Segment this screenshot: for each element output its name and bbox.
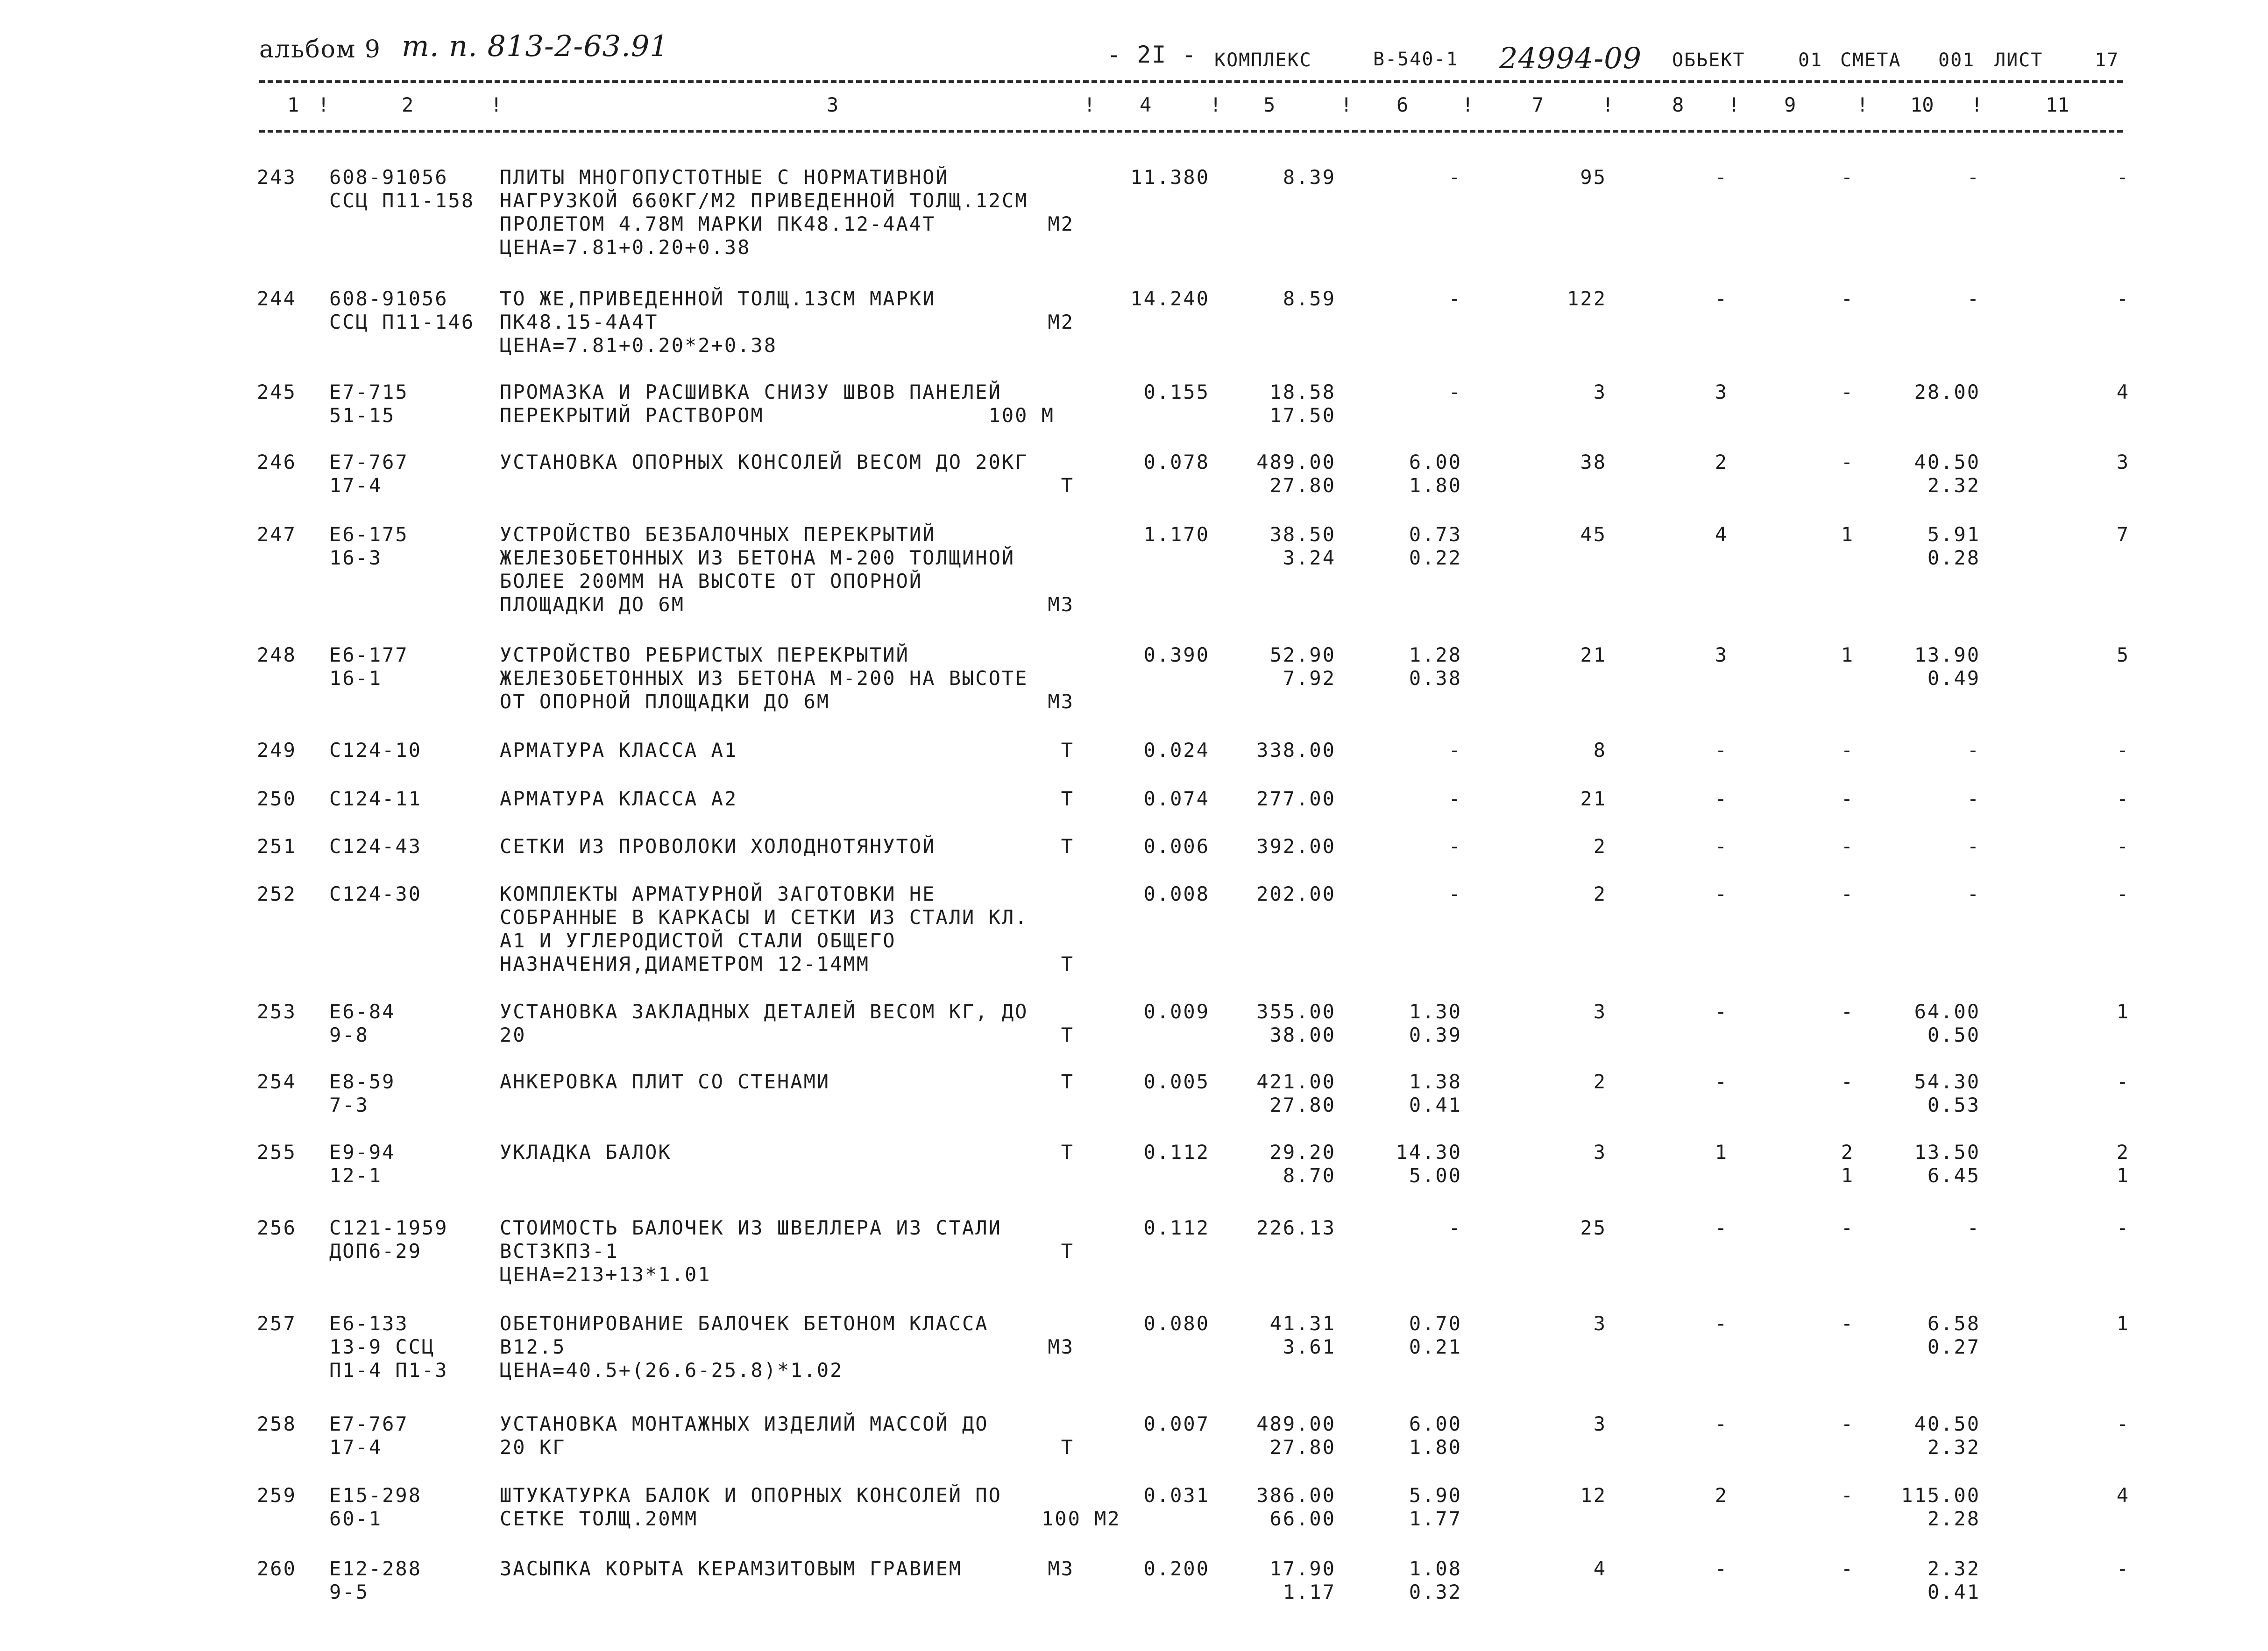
row-number: 258	[257, 1412, 297, 1435]
row-machine-cost: 6.00 1.80	[1409, 451, 1462, 497]
row-unit-cost: 392.00	[1256, 835, 1336, 858]
album-label: альбом 9	[259, 35, 382, 64]
row-col11: -	[2116, 166, 2130, 189]
row-quantity: 0.112	[1143, 1141, 1210, 1164]
row-unit-cost: 29.20 8.70	[1269, 1141, 1336, 1187]
col-separator: !	[1857, 93, 1869, 116]
row-number: 260	[257, 1557, 297, 1580]
row-machine-cost: 5.90 1.77	[1409, 1484, 1462, 1530]
row-unit-cost: 8.59	[1283, 287, 1336, 310]
row-code: Е7-715 51-15	[329, 381, 409, 427]
row-col8: -	[1715, 287, 1728, 310]
row-col10: 64.00 0.50	[1914, 1000, 1980, 1046]
colnum-2: 2	[402, 93, 414, 116]
row-unit-cost: 489.00 27.80	[1256, 451, 1336, 497]
row-col10: -	[1967, 835, 1980, 858]
row-number: 243	[257, 166, 297, 189]
row-quantity: 0.031	[1143, 1484, 1210, 1507]
row-unit-cost: 17.90 1.17	[1269, 1557, 1336, 1603]
row-machine-cost: -	[1448, 1216, 1462, 1239]
row-code: Е12-288 9-5	[329, 1557, 422, 1603]
row-total-cost: 3	[1593, 1312, 1607, 1335]
row-machine-cost: 14.30 5.00	[1396, 1141, 1462, 1187]
row-machine-cost: 1.08 0.32	[1409, 1557, 1462, 1603]
row-unit-cost: 421.00 27.80	[1256, 1070, 1336, 1116]
colnum-3: 3	[827, 93, 839, 116]
row-machine-cost: -	[1448, 739, 1462, 762]
row-col9: 1	[1841, 643, 1854, 666]
row-total-cost: 3	[1593, 1412, 1607, 1435]
row-col8: -	[1715, 835, 1728, 858]
row-unit: Т	[1061, 835, 1074, 858]
colnum-7: 7	[1532, 93, 1544, 116]
colnum-10: 10	[1910, 93, 1934, 116]
row-col8: -	[1715, 1070, 1728, 1093]
row-code: Е6-133 13-9 ССЦ П1-4 П1-3	[329, 1312, 448, 1382]
row-quantity: 0.074	[1143, 787, 1210, 810]
row-col11: 3	[2116, 451, 2130, 473]
row-unit-cost: 355.00 38.00	[1256, 1000, 1336, 1046]
row-col8: 3	[1715, 381, 1728, 403]
row-quantity: 0.009	[1143, 1000, 1210, 1023]
row-col11: -	[2116, 739, 2130, 762]
row-col11: -	[2116, 787, 2130, 810]
row-description: УКЛАДКА БАЛОК	[500, 1141, 672, 1164]
row-unit-cost: 386.00 66.00	[1256, 1484, 1336, 1530]
row-col9: -	[1841, 1216, 1854, 1239]
row-col11: -	[2116, 1216, 2130, 1239]
row-quantity: 11.380	[1130, 166, 1210, 189]
row-machine-cost: 1.38 0.41	[1409, 1070, 1462, 1116]
row-col9: -	[1841, 882, 1854, 905]
complex-label: КОМПЛЕКС	[1214, 49, 1312, 71]
col-separator: !	[490, 93, 503, 116]
row-col11: -	[2116, 287, 2130, 310]
row-unit: М3	[1048, 593, 1074, 616]
row-col10: 54.30 0.53	[1914, 1070, 1980, 1116]
object-label: ОБЬЕКТ	[1672, 49, 1745, 71]
row-description: УСТРОЙСТВО БЕЗБАЛОЧНЫХ ПЕРЕКРЫТИЙ ЖЕЛЕЗОБЕТОННЫХ ИЗ БЕТОНА М-200 ТОЛЩИНОЙ БОЛЕЕ 200ММ НА ВЫСОТЕ ОТ ОПОРНОЙ ПЛОЩАДКИ ДО 6М	[500, 523, 1015, 616]
row-col9: 2 1	[1841, 1141, 1854, 1187]
row-col10: -	[1967, 1216, 1980, 1239]
row-number: 251	[257, 835, 297, 858]
row-col9: -	[1841, 835, 1854, 858]
row-unit: Т	[1061, 739, 1074, 762]
row-description: ОБЕТОНИРОВАНИЕ БАЛОЧЕК БЕТОНОМ КЛАССА В12.5 ЦЕНА=40.5+(26.6-25.8)*1.02	[500, 1312, 989, 1382]
row-quantity: 0.008	[1143, 882, 1210, 905]
row-unit-cost: 18.58 17.50	[1269, 381, 1336, 427]
row-total-cost: 21	[1580, 787, 1607, 810]
row-unit-cost: 202.00	[1256, 882, 1336, 905]
row-total-cost: 2	[1593, 882, 1607, 905]
row-description: УСТАНОВКА ЗАКЛАДНЫХ ДЕТАЛЕЙ ВЕСОМ КГ, ДО 20	[500, 1000, 1028, 1046]
col-separator: !	[318, 93, 330, 116]
row-total-cost: 2	[1593, 1070, 1607, 1093]
row-total-cost: 4	[1593, 1557, 1607, 1580]
row-total-cost: 12	[1580, 1484, 1607, 1507]
row-col9: -	[1841, 451, 1854, 473]
row-code: С124-30	[329, 882, 422, 905]
row-description: ПРОМАЗКА И РАСШИВКА СНИЗУ ШВОВ ПАНЕЛЕЙ ПЕРЕКРЫТИЙ РАСТВОРОМ 100 М	[500, 381, 1055, 427]
row-number: 249	[257, 739, 297, 762]
complex-value: В-540-1	[1373, 49, 1459, 70]
row-col10: -	[1967, 739, 1980, 762]
row-code: С124-10	[329, 739, 422, 762]
row-description: СЕТКИ ИЗ ПРОВОЛОКИ ХОЛОДНОТЯНУТОЙ	[500, 835, 936, 858]
row-description: УСТАНОВКА МОНТАЖНЫХ ИЗДЕЛИЙ МАССОЙ ДО 20 КГ	[500, 1412, 989, 1459]
row-unit-cost: 489.00 27.80	[1256, 1412, 1336, 1459]
row-quantity: 0.006	[1143, 835, 1210, 858]
row-col8: -	[1715, 787, 1728, 810]
row-number: 247	[257, 523, 297, 546]
row-unit: 100 М2	[1042, 1507, 1121, 1530]
col-separator: !	[1084, 93, 1096, 116]
row-quantity: 0.112	[1143, 1216, 1210, 1239]
row-code: Е15-298 60-1	[329, 1484, 422, 1530]
row-col11: -	[2116, 1412, 2130, 1435]
row-col9: -	[1841, 381, 1854, 403]
row-col8: -	[1715, 1412, 1728, 1435]
smeta-value: 001	[1938, 49, 1975, 71]
row-col10: 28.00	[1914, 381, 1980, 403]
row-machine-cost: -	[1448, 381, 1462, 403]
row-unit: М3	[1048, 1557, 1074, 1580]
row-unit: Т	[1061, 1141, 1074, 1164]
row-quantity: 0.390	[1143, 643, 1210, 666]
row-total-cost: 8	[1593, 739, 1607, 762]
row-col11: 2 1	[2116, 1141, 2130, 1187]
row-col10: 40.50 2.32	[1914, 451, 1980, 497]
row-unit: Т	[1061, 1436, 1074, 1459]
row-col8: -	[1715, 166, 1728, 189]
row-unit-cost: 338.00	[1256, 739, 1336, 762]
row-unit: Т	[1061, 474, 1074, 497]
row-machine-cost: -	[1448, 835, 1462, 858]
row-code: Е7-767 17-4	[329, 451, 409, 497]
row-total-cost: 3	[1593, 381, 1607, 403]
colnum-9: 9	[1784, 93, 1796, 116]
row-unit-cost: 38.50 3.24	[1269, 523, 1336, 569]
row-col9: -	[1841, 739, 1854, 762]
row-number: 250	[257, 787, 297, 810]
row-number: 257	[257, 1312, 297, 1335]
row-code: С121-1959 ДОП6-29	[329, 1216, 448, 1263]
row-code: Е9-94 12-1	[329, 1141, 396, 1187]
row-col8: -	[1715, 1312, 1728, 1335]
row-col8: -	[1715, 882, 1728, 905]
row-number: 244	[257, 287, 297, 310]
row-code: Е6-84 9-8	[329, 1000, 396, 1046]
row-col10: -	[1967, 882, 1980, 905]
sheet-label: ЛИСТ	[1994, 49, 2043, 71]
row-total-cost: 3	[1593, 1141, 1607, 1164]
row-total-cost: 38	[1580, 451, 1607, 473]
row-unit: М3	[1048, 1335, 1074, 1358]
row-number: 255	[257, 1141, 297, 1164]
row-code: 608-91056 ССЦ П11-146	[329, 287, 475, 333]
row-number: 252	[257, 882, 297, 905]
row-description: УСТРОЙСТВО РЕБРИСТЫХ ПЕРЕКРЫТИЙ ЖЕЛЕЗОБЕТОННЫХ ИЗ БЕТОНА М-200 НА ВЫСОТЕ ОТ ОПОРНОЙ ПЛОЩАДКИ ДО 6М	[500, 643, 1028, 713]
row-total-cost: 25	[1580, 1216, 1607, 1239]
row-quantity: 0.080	[1143, 1312, 1210, 1335]
row-total-cost: 3	[1593, 1000, 1607, 1023]
row-number: 254	[257, 1070, 297, 1093]
row-unit: Т	[1061, 952, 1074, 975]
object-value: 01	[1798, 49, 1823, 71]
row-number: 246	[257, 451, 297, 473]
row-col9: -	[1841, 787, 1854, 810]
row-col8: -	[1715, 1557, 1728, 1580]
row-total-cost: 2	[1593, 835, 1607, 858]
row-col10: 40.50 2.32	[1914, 1412, 1980, 1459]
row-description: ШТУКАТУРКА БАЛОК И ОПОРНЫХ КОНСОЛЕЙ ПО СЕТКЕ ТОЛЩ.20ММ	[500, 1484, 1002, 1530]
row-machine-cost: -	[1448, 166, 1462, 189]
row-col9: -	[1841, 1557, 1854, 1580]
row-col11: 7	[2116, 523, 2130, 546]
row-quantity: 0.024	[1143, 739, 1210, 762]
colnum-4: 4	[1140, 93, 1152, 116]
colnum-8: 8	[1672, 93, 1684, 116]
row-quantity: 0.155	[1143, 381, 1210, 403]
row-quantity: 0.005	[1143, 1070, 1210, 1093]
row-col8: -	[1715, 1000, 1728, 1023]
row-total-cost: 45	[1580, 523, 1607, 546]
colnum-1: 1	[287, 93, 299, 116]
row-col9: -	[1841, 1412, 1854, 1435]
row-col10: -	[1967, 166, 1980, 189]
row-unit: Т	[1061, 1023, 1074, 1046]
row-machine-cost: 1.30 0.39	[1409, 1000, 1462, 1046]
row-code: Е6-175 16-3	[329, 523, 409, 569]
row-unit: Т	[1061, 1240, 1074, 1263]
col-separator: !	[1210, 93, 1222, 116]
row-code: 608-91056 ССЦ П11-158	[329, 166, 475, 212]
colnum-5: 5	[1263, 93, 1276, 116]
row-col8: 3	[1715, 643, 1728, 666]
row-col11: 5	[2116, 643, 2130, 666]
row-number: 259	[257, 1484, 297, 1507]
row-quantity: 0.078	[1143, 451, 1210, 473]
row-total-cost: 95	[1580, 166, 1607, 189]
row-machine-cost: 0.70 0.21	[1409, 1312, 1462, 1358]
row-unit-cost: 277.00	[1256, 787, 1336, 810]
handwritten-number: 24994-09	[1499, 41, 1642, 75]
row-unit-cost: 226.13	[1256, 1216, 1336, 1239]
row-col11: -	[2116, 1557, 2130, 1580]
row-description: АНКЕРОВКА ПЛИТ СО СТЕНАМИ	[500, 1070, 830, 1093]
row-col11: 4	[2116, 381, 2130, 403]
row-col10: 13.50 6.45	[1914, 1141, 1980, 1187]
row-machine-cost: 1.28 0.38	[1409, 643, 1462, 690]
row-col9: -	[1841, 1070, 1854, 1093]
row-code: С124-43	[329, 835, 422, 858]
row-quantity: 14.240	[1130, 287, 1210, 310]
row-col10: 6.58 0.27	[1927, 1312, 1980, 1358]
col-separator: !	[1728, 93, 1740, 116]
row-unit-cost: 52.90 7.92	[1269, 643, 1336, 690]
row-col9: -	[1841, 1000, 1854, 1023]
row-col11: 1	[2116, 1312, 2130, 1335]
row-code: Е7-767 17-4	[329, 1412, 409, 1459]
row-description: ЗАСЫПКА КОРЫТА КЕРАМЗИТОВЫМ ГРАВИЕМ	[500, 1557, 963, 1580]
row-col8: 2	[1715, 1484, 1728, 1507]
row-description: КОМПЛЕКТЫ АРМАТУРНОЙ ЗАГОТОВКИ НЕ СОБРАННЫЕ В КАРКАСЫ И СЕТКИ ИЗ СТАЛИ КЛ. А1 И УГЛЕРОДИСТОЙ СТАЛИ ОБЩЕГО НАЗНАЧЕНИЯ,ДИАМЕТРОМ 12-14ММ	[500, 882, 1028, 975]
row-col11: -	[2116, 835, 2130, 858]
tp-handwritten: т. п. 813-2-63.91	[402, 29, 669, 63]
row-col11: -	[2116, 882, 2130, 905]
row-col10: -	[1967, 787, 1980, 810]
page-number: - 2I -	[1107, 41, 1197, 68]
row-col10: -	[1967, 287, 1980, 310]
row-description: УСТАНОВКА ОПОРНЫХ КОНСОЛЕЙ ВЕСОМ ДО 20КГ	[500, 451, 1028, 473]
row-unit: М2	[1048, 310, 1074, 333]
row-col11: -	[2116, 1070, 2130, 1093]
row-col11: 4	[2116, 1484, 2130, 1507]
row-number: 253	[257, 1000, 297, 1023]
row-col9: -	[1841, 287, 1854, 310]
sheet-value: 17	[2095, 49, 2119, 71]
row-number: 256	[257, 1216, 297, 1239]
row-description: АРМАТУРА КЛАССА А2	[500, 787, 738, 810]
row-col10: 13.90 0.49	[1914, 643, 1980, 690]
row-col8: 4	[1715, 523, 1728, 546]
row-col8: -	[1715, 739, 1728, 762]
row-quantity: 0.007	[1143, 1412, 1210, 1435]
row-quantity: 1.170	[1143, 523, 1210, 546]
row-machine-cost: -	[1448, 882, 1462, 905]
row-description: АРМАТУРА КЛАССА А1	[500, 739, 738, 762]
colnum-6: 6	[1396, 93, 1409, 116]
row-machine-cost: 0.73 0.22	[1409, 523, 1462, 569]
row-unit: Т	[1061, 787, 1074, 810]
row-code: Е8-59 7-3	[329, 1070, 396, 1116]
row-description: ТО ЖЕ,ПРИВЕДЕННОЙ ТОЛЩ.13СМ МАРКИ ПК48.15-4А4Т ЦЕНА=7.81+0.20*2+0.38	[500, 287, 936, 357]
col-separator: !	[1340, 93, 1353, 116]
row-number: 245	[257, 381, 297, 403]
row-code: Е6-177 16-1	[329, 643, 409, 690]
row-col8: -	[1715, 1216, 1728, 1239]
smeta-label: СМЕТА	[1840, 49, 1901, 71]
row-unit-cost: 8.39	[1283, 166, 1336, 189]
colnum-11: 11	[2046, 93, 2070, 116]
row-unit: Т	[1061, 1070, 1074, 1093]
row-col10: 5.91 0.28	[1927, 523, 1980, 569]
row-total-cost: 122	[1567, 287, 1607, 310]
row-machine-cost: 6.00 1.80	[1409, 1412, 1462, 1459]
row-col8: 1	[1715, 1141, 1728, 1164]
row-number: 248	[257, 643, 297, 666]
row-col11: 1	[2116, 1000, 2130, 1023]
row-col9: -	[1841, 166, 1854, 189]
col-separator: !	[1602, 93, 1614, 116]
row-unit: М2	[1048, 212, 1074, 235]
row-col9: 1	[1841, 523, 1854, 546]
row-unit: М3	[1048, 690, 1074, 713]
row-description: ПЛИТЫ МНОГОПУСТОТНЫЕ С НОРМАТИВНОЙ НАГРУЗКОЙ 660КГ/М2 ПРИВЕДЕННОЙ ТОЛЩ.12СМ ПРОЛЕТОМ 4.78М МАРКИ ПК48.12-4А4Т ЦЕНА=7.81+0.20+0.38	[500, 166, 1028, 259]
row-total-cost: 21	[1580, 643, 1607, 666]
row-col8: 2	[1715, 451, 1728, 473]
col-separator: !	[1971, 93, 1983, 116]
row-machine-cost: -	[1448, 787, 1462, 810]
row-col10: 2.32 0.41	[1927, 1557, 1980, 1603]
row-col9: -	[1841, 1312, 1854, 1335]
row-unit-cost: 41.31 3.61	[1269, 1312, 1336, 1358]
row-description: СТОИМОСТЬ БАЛОЧЕК ИЗ ШВЕЛЛЕРА ИЗ СТАЛИ ВСТ3КП3-1 ЦЕНА=213+13*1.01	[500, 1216, 1002, 1286]
col-separator: !	[1462, 93, 1474, 116]
row-col10: 115.00 2.28	[1901, 1484, 1980, 1530]
row-machine-cost: -	[1448, 287, 1462, 310]
row-quantity: 0.200	[1143, 1557, 1210, 1580]
row-code: С124-11	[329, 787, 422, 810]
row-col9: -	[1841, 1484, 1854, 1507]
